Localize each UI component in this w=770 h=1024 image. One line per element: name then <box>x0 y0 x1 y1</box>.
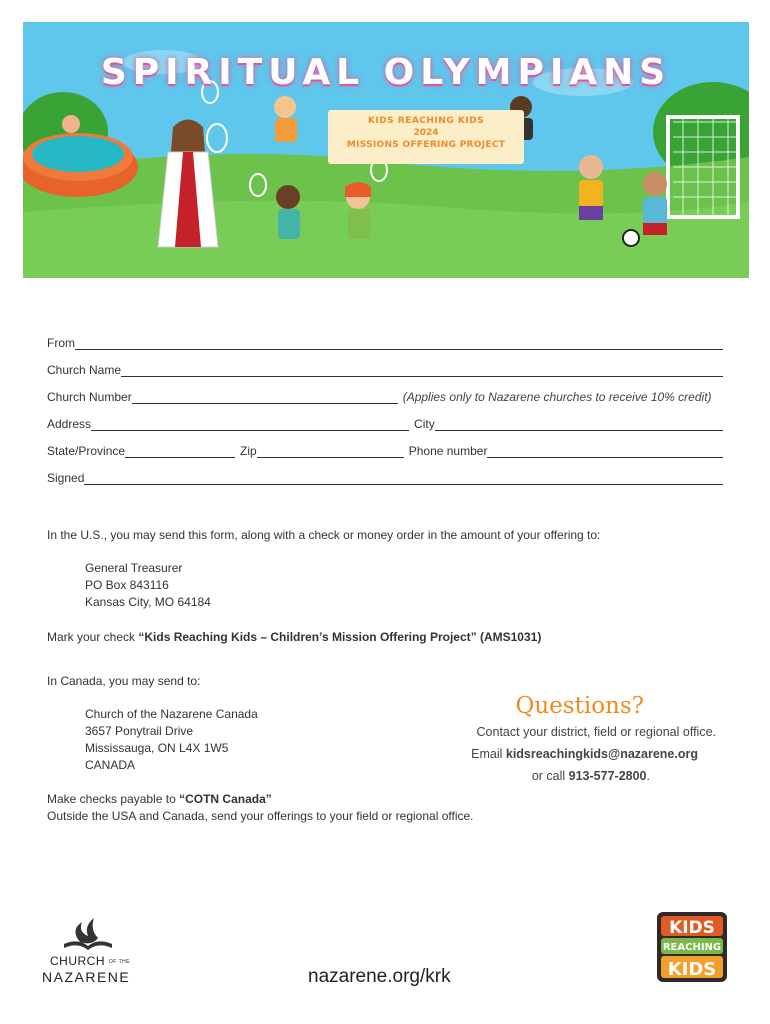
zip-label: Zip <box>240 444 257 458</box>
us-intro: In the U.S., you may send this form, along with a check or money order in the amount of your offering to: <box>47 528 601 542</box>
payable-prefix: Make checks payable to <box>47 792 180 806</box>
church-logo <box>40 912 136 988</box>
krk-badge-icon <box>655 910 729 984</box>
church-name-label: Church Name <box>47 363 122 377</box>
from-row <box>47 334 723 350</box>
banner-illustration <box>23 22 749 278</box>
canada-address-line: Church of the Nazarene Canada <box>85 707 258 721</box>
badge-line-3: KIDS <box>667 959 717 980</box>
payable-name: “COTN Canada” <box>179 792 272 806</box>
ribbon-line-2: 2024 <box>413 128 439 138</box>
email-link[interactable]: kidsreachingkids@nazarene.org <box>505 747 698 761</box>
phone-label: Phone number <box>408 444 488 458</box>
canada-address-line: CANADA <box>85 758 136 772</box>
badge-line-1: KIDS <box>669 918 715 938</box>
from-label: From <box>47 336 75 350</box>
questions-email-line <box>440 743 716 765</box>
address-row <box>47 415 723 431</box>
state-row <box>47 442 723 458</box>
canada-address-line: 3657 Ponytrail Drive <box>85 724 194 738</box>
call-prefix: or call <box>531 769 569 783</box>
church-number-field[interactable] <box>132 392 398 404</box>
payable-text <box>47 791 607 825</box>
us-address-line: PO Box 843116 <box>85 578 169 592</box>
church-name-field[interactable] <box>121 365 723 377</box>
banner-title: SPIRITUAL OLYMPIANS <box>100 52 672 93</box>
logo-nazarene: NAZARENE <box>42 969 131 985</box>
church-number-row <box>47 388 723 404</box>
signed-field[interactable] <box>84 473 723 485</box>
state-label: State/Province <box>47 444 126 458</box>
email-prefix: Email <box>471 747 506 761</box>
banner-ribbon <box>328 110 524 164</box>
address-field[interactable] <box>91 419 409 431</box>
phone-link[interactable]: 913-577-2800 <box>568 769 647 783</box>
signed-label: Signed <box>47 471 85 485</box>
city-field[interactable] <box>435 419 723 431</box>
phone-field[interactable] <box>487 446 723 458</box>
logo-of-the: OF THE <box>108 958 131 965</box>
us-address-line: Kansas City, MO 64184 <box>85 595 211 609</box>
mark-check-text <box>47 629 727 646</box>
kids-reaching-kids-badge <box>655 910 729 984</box>
ribbon-line-1: KIDS REACHING KIDS <box>367 116 485 126</box>
outside-text: Outside the USA and Canada, send your offerings to your field or regional office. <box>47 809 474 823</box>
mark-check-prefix: Mark your check <box>47 630 139 644</box>
call-suffix: . <box>646 769 650 783</box>
address-label: Address <box>47 417 92 431</box>
logo-church: CHURCH <box>50 954 105 968</box>
questions-contact: Contact your district, field or regional office. <box>476 725 716 739</box>
questions-call-line <box>440 765 716 787</box>
signed-row <box>47 469 723 485</box>
zip-field[interactable] <box>257 446 404 458</box>
canada-address-line: Mississauga, ON L4X 1W5 <box>85 741 229 755</box>
questions-title: Questions? <box>515 693 644 719</box>
us-address-line: General Treasurer <box>85 561 183 575</box>
mark-check-memo: “Kids Reaching Kids – Children’s Mission Offering Project” (AMS1031) <box>138 630 542 644</box>
church-name-row <box>47 361 723 377</box>
canada-intro: In Canada, you may send to: <box>47 674 201 688</box>
church-number-note: (Applies only to Nazarene churches to receive 10% credit) <box>402 390 712 404</box>
state-field[interactable] <box>125 446 235 458</box>
canada-address <box>85 706 258 774</box>
church-number-label: Church Number <box>47 390 132 404</box>
from-field[interactable] <box>75 338 723 350</box>
flame-book-icon <box>40 912 136 952</box>
badge-line-2: REACHING <box>662 942 722 953</box>
ribbon-line-3: MISSIONS OFFERING PROJECT <box>346 140 506 150</box>
city-label: City <box>414 417 435 431</box>
questions-box <box>440 693 716 787</box>
us-address <box>85 560 211 611</box>
footer-url[interactable]: nazarene.org/krk <box>308 966 451 987</box>
